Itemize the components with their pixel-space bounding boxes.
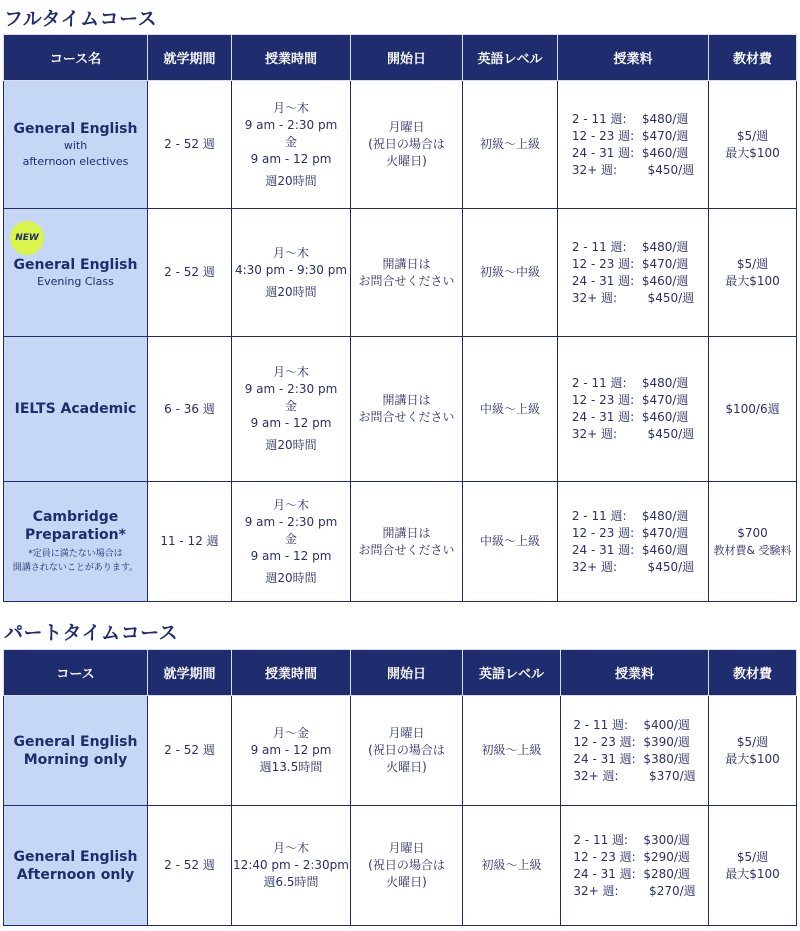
course-name: Cambridge bbox=[32, 509, 119, 525]
materials-cell bbox=[709, 209, 797, 337]
materials-cell bbox=[709, 696, 797, 806]
fee-row: 24 - 31 週: $460/週 bbox=[571, 410, 689, 424]
hours-cell bbox=[232, 81, 351, 209]
course-name-sub: Evening Class bbox=[37, 274, 114, 288]
fee-row: 12 - 23 週: $470/週 bbox=[571, 525, 689, 540]
hours-line: 金 bbox=[284, 134, 297, 149]
table-row bbox=[4, 337, 797, 482]
start-cell bbox=[351, 81, 463, 209]
materials-line: 最大$100 bbox=[725, 273, 780, 288]
start-line: お問合せください bbox=[358, 273, 455, 288]
start-line: (祝日の場合は bbox=[368, 743, 445, 757]
course-name: General English bbox=[13, 848, 138, 865]
hours-line: 月～木 bbox=[272, 497, 309, 512]
fee-row: 32+ 週: $370/週 bbox=[573, 768, 696, 783]
course-name-cell bbox=[4, 209, 148, 337]
fulltime-section-title: フルタイムコース bbox=[4, 8, 158, 30]
hours-line: 4:30 pm - 9:30 pm bbox=[234, 262, 348, 277]
header-class-hours: 授業時間 bbox=[232, 35, 351, 81]
header-materials: 教材費 bbox=[709, 35, 797, 81]
fulltime-course-table bbox=[3, 34, 797, 602]
level-cell: 初級～上級 bbox=[463, 81, 558, 209]
level-cell: 中級～上級 bbox=[463, 337, 558, 482]
start-cell bbox=[351, 696, 463, 806]
fee-row: 2 - 11 週: $400/週 bbox=[573, 717, 690, 732]
materials-line: $700 bbox=[737, 525, 768, 540]
materials-line: $100/6週 bbox=[725, 401, 780, 416]
table-row bbox=[4, 482, 797, 602]
materials-line: 最大$100 bbox=[725, 751, 780, 766]
fee-row: 24 - 31 週: $460/週 bbox=[571, 145, 689, 160]
hours-line: 9 am - 2:30 pm bbox=[244, 514, 338, 529]
tuition-cell bbox=[558, 81, 709, 209]
duration-cell: 6 - 36 週 bbox=[148, 337, 232, 482]
tuition-cell bbox=[558, 482, 709, 602]
fee-row: 32+ 週: $450/週 bbox=[571, 290, 695, 305]
materials-cell bbox=[709, 337, 797, 482]
course-name: Morning only bbox=[23, 751, 128, 768]
hours-line: 月～金 bbox=[272, 726, 309, 740]
header-start-date: 開始日 bbox=[351, 650, 463, 696]
start-cell bbox=[351, 337, 463, 482]
fee-row: 12 - 23 週: $390/週 bbox=[573, 734, 690, 749]
fee-row: 12 - 23 週: $470/週 bbox=[571, 256, 689, 271]
hours-line: 月～木 bbox=[272, 245, 309, 260]
start-line: 火曜日) bbox=[386, 760, 427, 774]
course-note: 開講されないことがあります。 bbox=[12, 563, 139, 573]
start-line: 火曜日) bbox=[386, 875, 427, 889]
hours-cell bbox=[232, 482, 351, 602]
course-name-cell bbox=[4, 806, 148, 926]
fee-row: 24 - 31 週: $460/週 bbox=[571, 273, 689, 288]
start-cell bbox=[351, 482, 463, 602]
hours-total: 週20時間 bbox=[265, 570, 317, 585]
materials-line: $5/週 bbox=[736, 256, 769, 271]
parttime-section-title: パートタイムコース bbox=[4, 622, 179, 644]
header-tuition: 授業料 bbox=[561, 650, 709, 696]
duration-cell: 11 - 12 週 bbox=[148, 482, 232, 602]
tuition-cell bbox=[561, 806, 709, 926]
course-name: General English bbox=[13, 733, 138, 750]
tuition-cell bbox=[558, 337, 709, 482]
fee-row: 32+ 週: $270/週 bbox=[573, 883, 696, 898]
start-line: お問合せください bbox=[358, 542, 455, 557]
header-start-date: 開始日 bbox=[351, 35, 463, 81]
start-cell bbox=[351, 806, 463, 926]
fee-row: 2 - 11 週: $480/週 bbox=[571, 111, 689, 126]
fee-row: 32+ 週: $450/週 bbox=[571, 427, 695, 441]
materials-cell bbox=[709, 482, 797, 602]
hours-cell bbox=[232, 696, 351, 806]
header-english-level: 英語レベル bbox=[463, 650, 561, 696]
start-line: 月曜日 bbox=[388, 120, 425, 134]
hours-line: 9 am - 2:30 pm bbox=[244, 382, 338, 396]
level-cell: 初級～上級 bbox=[463, 696, 561, 806]
materials-line: 最大$100 bbox=[725, 145, 780, 160]
course-note: *定員に満たない場合は bbox=[28, 549, 123, 559]
duration-cell: 2 - 52 週 bbox=[148, 81, 232, 209]
header-english-level: 英語レベル bbox=[463, 35, 558, 81]
course-name: General English bbox=[13, 256, 138, 273]
level-cell: 中級～上級 bbox=[463, 482, 558, 602]
fee-row: 12 - 23 週: $290/週 bbox=[573, 849, 690, 864]
hours-line: 9 am - 12 pm bbox=[250, 743, 332, 757]
table-header-row bbox=[4, 35, 797, 81]
course-name-sub: with bbox=[63, 138, 88, 152]
hours-cell bbox=[232, 806, 351, 926]
hours-line: 週6.5時間 bbox=[263, 875, 319, 889]
level-cell: 初級～中級 bbox=[463, 209, 558, 337]
materials-line: $5/週 bbox=[736, 128, 769, 143]
hours-cell bbox=[232, 209, 351, 337]
header-duration: 就学期間 bbox=[148, 35, 232, 81]
course-name-cell bbox=[4, 696, 148, 806]
start-line: 開講日は bbox=[382, 525, 431, 540]
table-row bbox=[4, 806, 797, 926]
hours-line: 月～木 bbox=[272, 841, 309, 855]
header-class-hours: 授業時間 bbox=[232, 650, 351, 696]
hours-line: 月～木 bbox=[272, 365, 309, 379]
start-line: 月曜日 bbox=[388, 841, 425, 855]
course-name-cell bbox=[4, 482, 148, 602]
hours-line: 月～木 bbox=[272, 100, 309, 115]
hours-line: 金 bbox=[284, 399, 297, 413]
level-cell: 初級～上級 bbox=[463, 806, 561, 926]
materials-line: 教材費& 受験料 bbox=[713, 543, 792, 557]
fee-row: 2 - 11 週: $300/週 bbox=[573, 832, 690, 847]
table-row bbox=[4, 209, 797, 337]
fee-row: 12 - 23 週: $470/週 bbox=[571, 128, 689, 143]
course-name: Afternoon only bbox=[16, 866, 135, 883]
hours-total: 週20時間 bbox=[265, 438, 317, 452]
fee-row: 32+ 週: $450/週 bbox=[571, 559, 695, 574]
course-name: IELTS Academic bbox=[14, 401, 137, 417]
hours-line: 金 bbox=[284, 531, 297, 546]
fee-row: 2 - 11 週: $480/週 bbox=[571, 376, 689, 390]
header-tuition: 授業料 bbox=[558, 35, 709, 81]
fee-row: 32+ 週: $450/週 bbox=[571, 162, 695, 177]
course-name-cell bbox=[4, 81, 148, 209]
hours-total: 週20時間 bbox=[265, 173, 317, 188]
fee-row: 24 - 31 週: $280/週 bbox=[573, 866, 690, 881]
table-header-row bbox=[4, 650, 797, 696]
start-line: (祝日の場合は bbox=[368, 858, 445, 872]
header-course-name: コース名 bbox=[4, 35, 148, 81]
start-line: 月曜日 bbox=[388, 726, 425, 740]
course-name-cell bbox=[4, 337, 148, 482]
hours-line: 12:40 pm - 2:30pm bbox=[233, 858, 349, 872]
start-line: 開講日は bbox=[382, 393, 431, 407]
start-line: (祝日の場合は bbox=[368, 137, 445, 151]
materials-cell bbox=[709, 81, 797, 209]
fee-row: 24 - 31 週: $380/週 bbox=[573, 751, 690, 766]
parttime-course-table bbox=[3, 649, 797, 926]
duration-cell: 2 - 52 週 bbox=[148, 806, 232, 926]
fee-row: 12 - 23 週: $470/週 bbox=[571, 393, 689, 407]
course-name-sub: afternoon electives bbox=[22, 154, 129, 168]
header-course: コース bbox=[4, 650, 148, 696]
materials-line: $5/週 bbox=[736, 734, 769, 749]
duration-cell: 2 - 52 週 bbox=[148, 696, 232, 806]
fee-row: 2 - 11 週: $480/週 bbox=[571, 508, 689, 523]
hours-line: 9 am - 2:30 pm bbox=[244, 117, 338, 132]
hours-line: 週13.5時間 bbox=[259, 760, 323, 774]
hours-total: 週20時間 bbox=[265, 284, 317, 299]
start-line: 火曜日) bbox=[386, 154, 427, 168]
start-line: お問合せください bbox=[358, 410, 455, 424]
course-name: Preparation* bbox=[25, 527, 126, 543]
course-name: General English bbox=[13, 120, 138, 137]
header-duration: 就学期間 bbox=[148, 650, 232, 696]
table-row bbox=[4, 81, 797, 209]
tuition-cell bbox=[558, 209, 709, 337]
materials-line: 最大$100 bbox=[725, 866, 780, 881]
start-line: 開講日は bbox=[382, 256, 431, 271]
start-cell bbox=[351, 209, 463, 337]
new-badge: NEW bbox=[10, 221, 44, 255]
duration-cell: 2 - 52 週 bbox=[148, 209, 232, 337]
hours-cell bbox=[232, 337, 351, 482]
hours-line: 9 am - 12 pm bbox=[250, 548, 332, 563]
header-materials: 教材費 bbox=[709, 650, 797, 696]
table-row bbox=[4, 696, 797, 806]
fee-row: 2 - 11 週: $480/週 bbox=[571, 239, 689, 254]
fee-row: 24 - 31 週: $460/週 bbox=[571, 542, 689, 557]
tuition-cell bbox=[561, 696, 709, 806]
materials-cell bbox=[709, 806, 797, 926]
materials-line: $5/週 bbox=[736, 849, 769, 864]
hours-line: 9 am - 12 pm bbox=[250, 151, 332, 166]
hours-line: 9 am - 12 pm bbox=[250, 416, 332, 430]
